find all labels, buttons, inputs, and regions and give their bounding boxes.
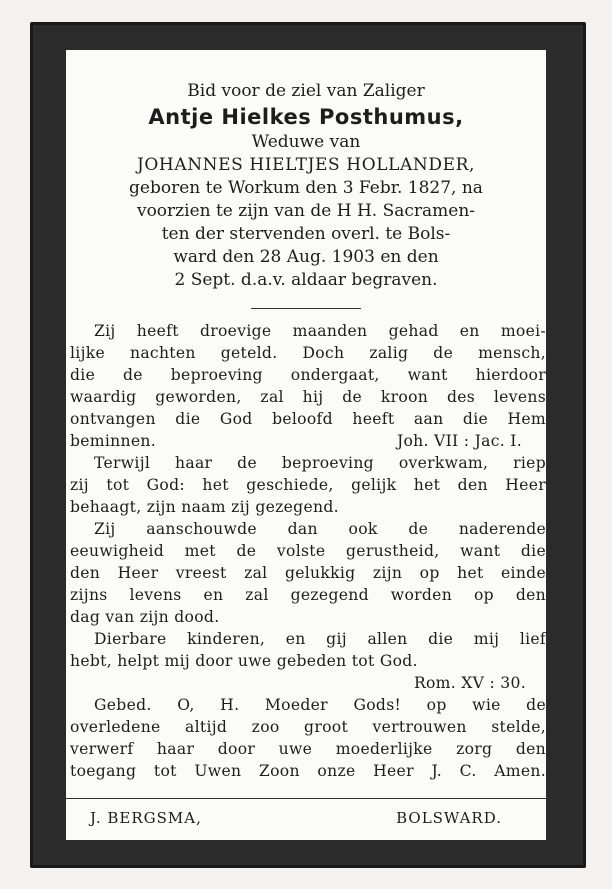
text-line: den Heer vreest zal gelukkig zijn op het einde [70, 564, 546, 582]
text-line: hebt, helpt mij door uwe gebeden tot God. [70, 652, 418, 670]
widow-of-line: Weduwe van [251, 132, 361, 152]
text-line-with-reference [70, 430, 546, 452]
text-line: Zij aanschouwde dan ook de naderende [94, 520, 546, 538]
text-line: zijns levens en zal gezegend worden op den [70, 586, 546, 604]
scripture-reference: Joh. VII : Jac. I. [396, 432, 522, 450]
prayer-line: Bid voor de ziel van Zaliger [187, 81, 425, 101]
text-line: eeuwigheid met de volste gerustheid, want die [70, 542, 546, 560]
bio-line: 2 Sept. d.a.v. aldaar begraven. [174, 270, 438, 290]
header-divider [251, 308, 361, 309]
prayer-text-line: Gebed. O, H. Moeder Gods! op wie de [94, 696, 546, 714]
text-line: dag van zijn dood. [70, 608, 220, 626]
card-footer [66, 805, 546, 835]
text-line: Zij heeft droevige maanden gehad en moei- [94, 322, 546, 340]
text-line: zij tot God: het geschiede, gelijk het den Heer [70, 476, 546, 494]
text-line-end: beminnen. [70, 432, 156, 450]
card-body [70, 320, 546, 782]
text-line: lijke nachten geteld. Doch zalig de mensch, [70, 344, 546, 362]
deceased-name: Antje Hielkes Posthumus, [148, 105, 464, 129]
bio-line: ward den 28 Aug. 1903 en den [173, 247, 439, 267]
bio-line: ten der stervenden overl. te Bols- [161, 224, 451, 244]
text-line: Dierbare kinderen, en gij allen die mij lief [94, 630, 546, 648]
prayer-text-line: toegang tot Uwen Zoon onze Heer J. C. Amen. [70, 762, 546, 780]
prayer-text-line: verwerf haar door uwe moederlijke zorg den [70, 740, 546, 758]
printer-place: BOLSWARD. [396, 809, 502, 827]
memorial-card [66, 50, 546, 840]
text-line: die de beproeving ondergaat, want hierdoor [70, 366, 546, 384]
bio-line: voorzien te zijn van de H H. Sacramen- [136, 201, 476, 221]
text-line: ontvangen die God beloofd heeft aan die Hem [70, 410, 546, 428]
text-line: Terwijl haar de beproeving overkwam, riep [94, 454, 546, 472]
footer-divider [66, 798, 546, 799]
text-line: waardig geworden, zal hij de kroon des levens [70, 388, 546, 406]
card-header [66, 80, 546, 292]
scripture-reference: Rom. XV : 30. [413, 674, 526, 692]
prayer-text-line: overledene altijd zoo groot vertrouwen stelde, [70, 718, 546, 736]
husband-name: JOHANNES HIELTJES HOLLANDER, [136, 155, 476, 175]
text-line: behaagt, zijn naam zij gezegend. [70, 498, 339, 516]
bio-line: geboren te Workum den 3 Febr. 1827, na [129, 178, 483, 198]
printer-name: J. BERGSMA, [90, 809, 202, 827]
